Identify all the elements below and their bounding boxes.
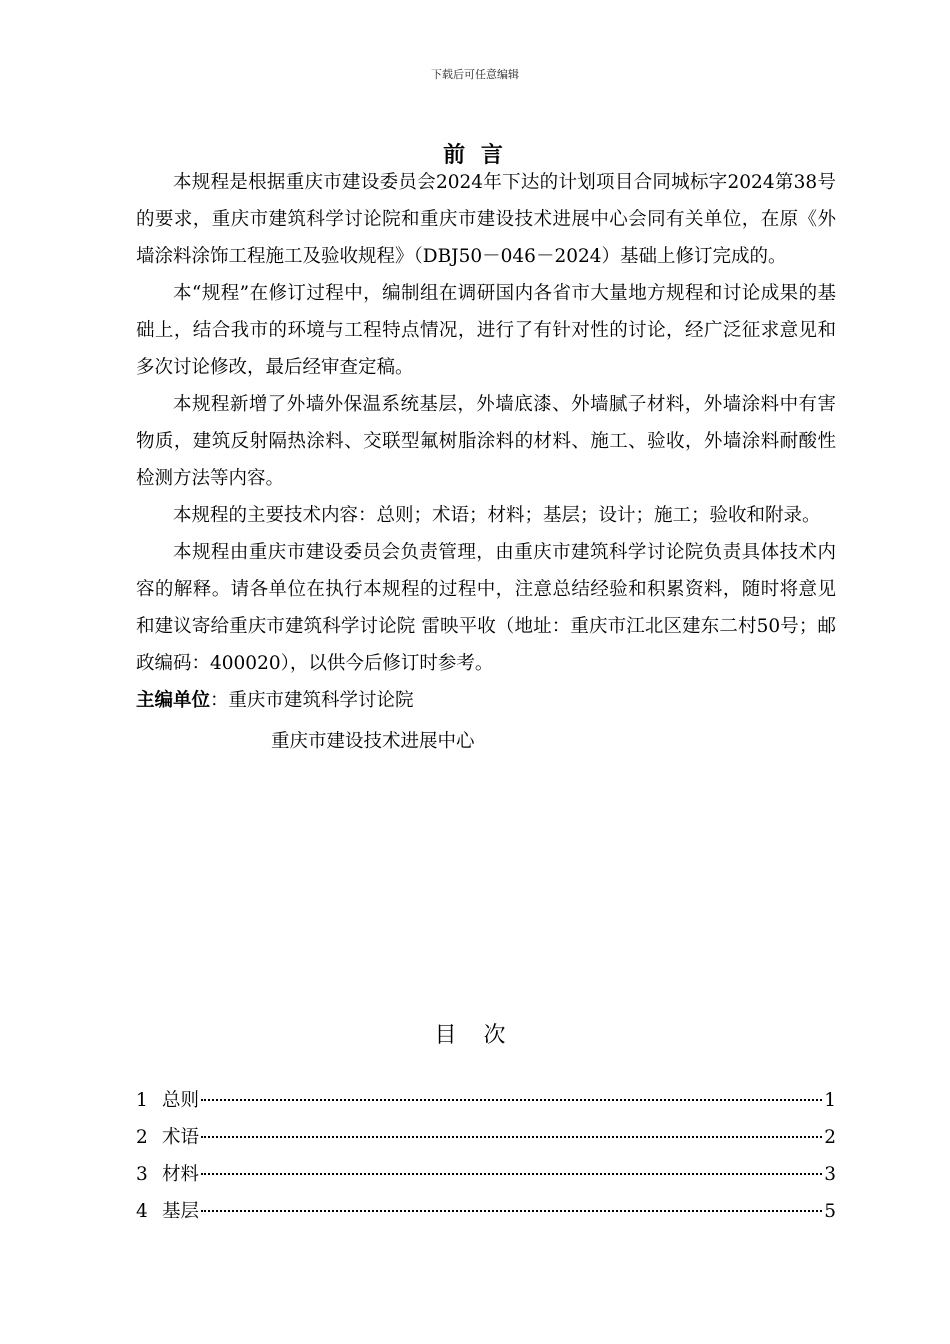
toc-entry-number: 4 (136, 1201, 148, 1222)
toc-entry-page: 1 (824, 1090, 836, 1111)
toc-entry-label: 基层 (162, 1201, 200, 1222)
chief-editor-2: 重庆市建设技术进展中心 (271, 731, 475, 752)
foreword-paragraph-1: 本规程是根据重庆市建设委员会2024年下达的计划项目合同城标字2024第38号的要求，重庆市建筑科学讨论院和重庆市建设技术进展中心会同有关单位，在原《外墙涂料涂饰工程施工及验收规程》（DBJ50－046－2024）基础上修订完成的。 (136, 172, 836, 267)
toc-entry[interactable] (136, 1156, 836, 1193)
foreword-paragraph-4: 本规程的主要技术内容：总则；术语；材料；基层；设计；施工；验收和附录。 (173, 505, 821, 526)
foreword-body (136, 164, 836, 760)
toc-entry[interactable] (136, 1082, 836, 1119)
foreword-paragraph-5: 本规程由重庆市建设委员会负责管理，由重庆市建筑科学讨论院负责具体技术内容的解释。请各单位在执行本规程的过程中，注意总结经验和积累资料，随时将意见和建议寄给重庆市建筑科学讨论院 雷映平收（地址：重庆市江北区建东二村50号；邮政编码：400020），以供今后修订时参考。 (136, 542, 836, 674)
chief-editor-label: 主编单位 (136, 690, 211, 711)
chief-editor-1: 重庆市建筑科学讨论院 (228, 690, 414, 711)
toc-entry-number: 3 (136, 1164, 148, 1185)
foreword-paragraph-2: 本“规程”在修订过程中，编制组在调研国内各省市大量地方规程和讨论成果的基础上，结合我市的环境与工程特点情况，进行了有针对性的讨论，经广泛征求意见和多次讨论修改，最后经审查定稿。 (136, 283, 836, 378)
table-of-contents (136, 1082, 836, 1230)
toc-entry[interactable] (136, 1193, 836, 1230)
toc-title: 目 次 (434, 1023, 516, 1048)
foreword-paragraph-3: 本规程新增了外墙外保温系统基层，外墙底漆、外墙腻子材料，外墙涂料中有害物质，建筑反射隔热涂料、交联型氟树脂涂料的材料、施工、验收，外墙涂料耐酸性检测方法等内容。 (136, 394, 836, 489)
toc-leader-dots (201, 1136, 822, 1138)
toc-entry-page: 3 (824, 1164, 836, 1185)
toc-entry-number: 2 (136, 1127, 148, 1148)
toc-entry-page: 5 (824, 1201, 836, 1222)
toc-entry-label: 术语 (162, 1127, 200, 1148)
toc-entry-label: 材料 (162, 1164, 200, 1185)
toc-leader-dots (201, 1210, 822, 1212)
chief-editor-line (136, 682, 836, 719)
toc-leader-dots (201, 1173, 822, 1175)
toc-entry-number: 1 (136, 1090, 148, 1111)
toc-entry[interactable] (136, 1119, 836, 1156)
toc-entry-page: 2 (824, 1127, 836, 1148)
page-header-note: 下载后可任意编辑 (431, 68, 519, 81)
chief-editor-colon: ： (210, 690, 229, 711)
foreword-title: 前 言 (443, 142, 507, 168)
toc-entry-label: 总则 (162, 1090, 200, 1111)
toc-leader-dots (201, 1099, 822, 1101)
